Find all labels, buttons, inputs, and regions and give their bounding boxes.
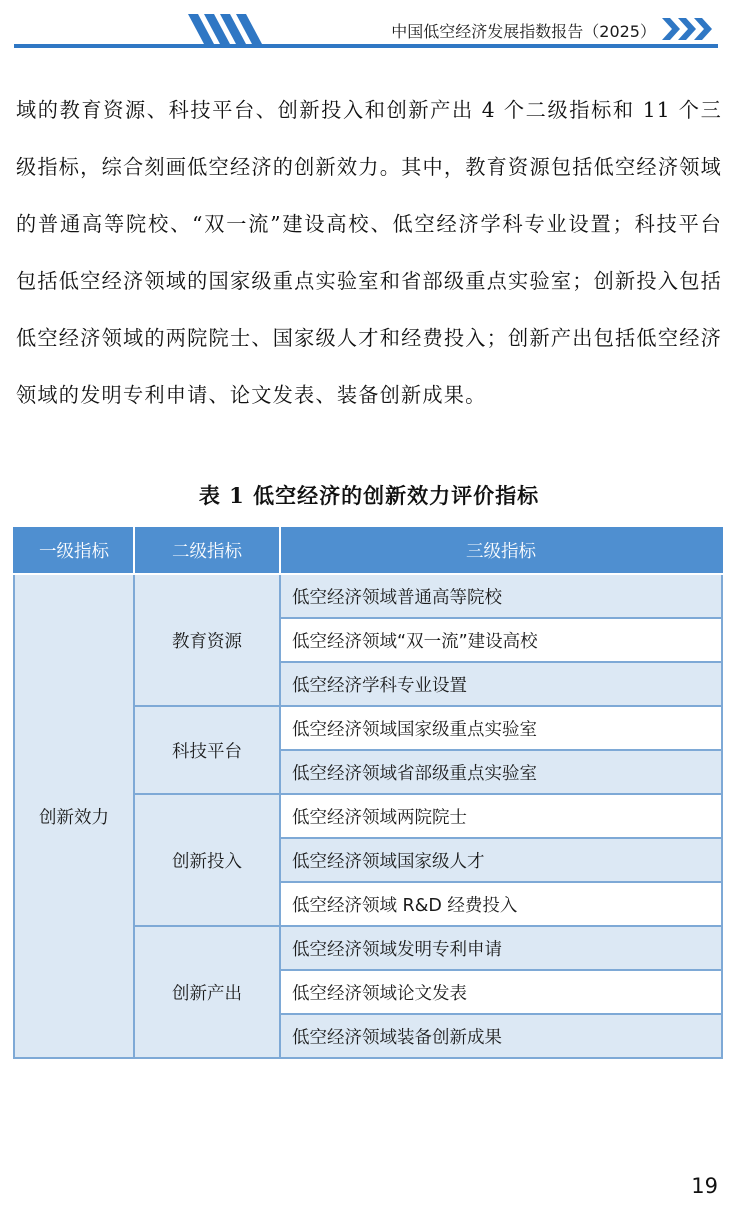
page-number: 19 bbox=[691, 1174, 718, 1198]
level3-cell: 低空经济领域国家级人才 bbox=[280, 838, 722, 882]
level3-cell: 低空经济领域 R&D 经费投入 bbox=[280, 882, 722, 926]
level3-cell: 低空经济领域发明专利申请 bbox=[280, 926, 722, 970]
level1-cell: 创新效力 bbox=[14, 574, 134, 1058]
level3-cell: 低空经济领域省部级重点实验室 bbox=[280, 750, 722, 794]
header-stripes-decoration bbox=[188, 14, 268, 44]
level3-cell: 低空经济学科专业设置 bbox=[280, 662, 722, 706]
level3-cell: 低空经济领域国家级重点实验室 bbox=[280, 706, 722, 750]
evaluation-table bbox=[13, 527, 723, 1059]
column-header: 二级指标 bbox=[134, 527, 280, 574]
column-header: 一级指标 bbox=[14, 527, 134, 574]
chevron-right-icon bbox=[662, 18, 714, 40]
page-header bbox=[14, 14, 718, 48]
level3-cell: 低空经济领域装备创新成果 bbox=[280, 1014, 722, 1058]
level3-cell: 低空经济领域论文发表 bbox=[280, 970, 722, 1014]
level3-cell: 低空经济领域普通高等院校 bbox=[280, 574, 722, 618]
header-underline bbox=[14, 44, 718, 48]
level2-cell: 教育资源 bbox=[134, 574, 280, 706]
level3-cell: 低空经济领域两院院士 bbox=[280, 794, 722, 838]
level2-cell: 创新产出 bbox=[134, 926, 280, 1058]
level2-cell: 科技平台 bbox=[134, 706, 280, 794]
level2-cell: 创新投入 bbox=[134, 794, 280, 926]
table-caption: 表 1 低空经济的创新效力评价指标 bbox=[198, 483, 540, 508]
level3-cell: 低空经济领域“双一流”建设高校 bbox=[280, 618, 722, 662]
header-title: 中国低空经济发展指数报告（2025） bbox=[391, 22, 656, 41]
body-paragraph bbox=[16, 82, 722, 424]
column-header: 三级指标 bbox=[280, 527, 722, 574]
paragraph-text: 域的教育资源、科技平台、创新投入和创新产出 4 个二级指标和 11 个三级指标，综合刻画低空经济的创新效力。其中，教育资源包括低空经济领域的普通高等院校、“双一流”建设高校、低空经济学科专业设置；科技平台包括低空经济领域的国家级重点实验室和省部级重点实验室；创新投入包括低空经济领域的两院院士、国家级人才和经费投入；创新产出包括低空经济领域的发明专利申请、论文发表、装备创新成果。 bbox=[16, 98, 722, 407]
table-header-row bbox=[14, 527, 722, 574]
table-row bbox=[14, 574, 722, 618]
